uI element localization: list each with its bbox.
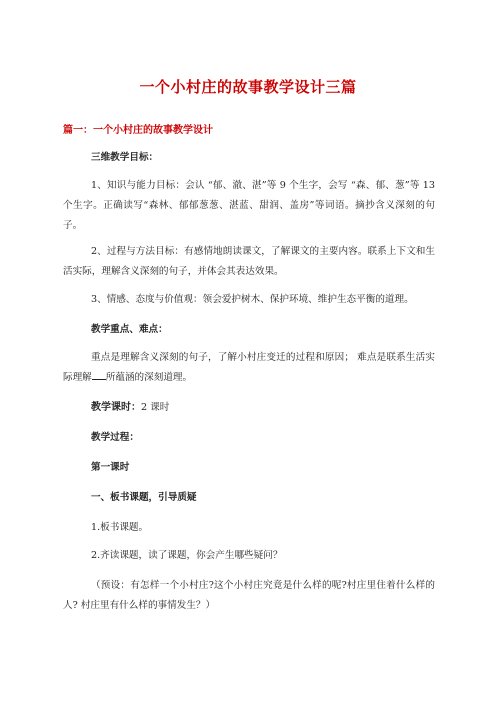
- hours-label: 教学课时：: [91, 402, 141, 413]
- lesson-heading: 第一课时: [91, 462, 130, 473]
- objectives-heading: 三维教学目标：: [91, 152, 159, 163]
- blank-underline: [92, 369, 106, 380]
- keypoints-text: [63, 348, 435, 388]
- hours-value: 2 课时: [141, 402, 170, 413]
- step-item: 2.齐读课题，读了课题，你会产生哪些疑问？: [91, 550, 283, 561]
- preset-questions: （预设：有怎样一个小村庄?这个小村庄究竟是什么样的呢?村庄里住着什么样的人? 村庄里有什么样的事情发生？）: [63, 580, 435, 611]
- keypoints-text-a: 重点是理解含义深刻的句子，了解小村庄变迁的过程和原因； 难点是联系生活实际理解: [63, 352, 435, 383]
- objective-emotion: 3、情感、态度与价值观：领会爱护树木、保护环境、维护生态平衡的道理。: [91, 294, 414, 305]
- step-item: 1.板书课题。: [91, 522, 149, 533]
- objective-process: 2、过程与方法目标：有感情地朗读课文，了解课文的主要内容。联系上下文和生活实际，理解含义深刻的句子，并体会其表达效果。: [63, 246, 435, 277]
- part-heading: 一、板书课题，引导质疑: [91, 492, 197, 503]
- teaching-hours: [63, 398, 435, 418]
- document-title: 一个小村庄的故事教学设计三篇: [139, 78, 357, 96]
- keypoints-heading: 教学重点、难点：: [91, 324, 168, 335]
- keypoints-text-b: 所蕴涵的深刻道理。: [105, 372, 193, 383]
- section-heading: 篇一：一个小村庄的故事教学设计: [63, 125, 213, 136]
- process-heading: 教学过程：: [91, 432, 139, 443]
- objective-knowledge: 1、知识与能力目标：会认 “郁、澈、湛”等 9 个生字，会写 “森、郁、葱”等 13 个生字。正确读写“森林、郁郁葱葱、湛蓝、甜润、盖房”等词语。摘抄含义深刻的句子。: [63, 180, 435, 231]
